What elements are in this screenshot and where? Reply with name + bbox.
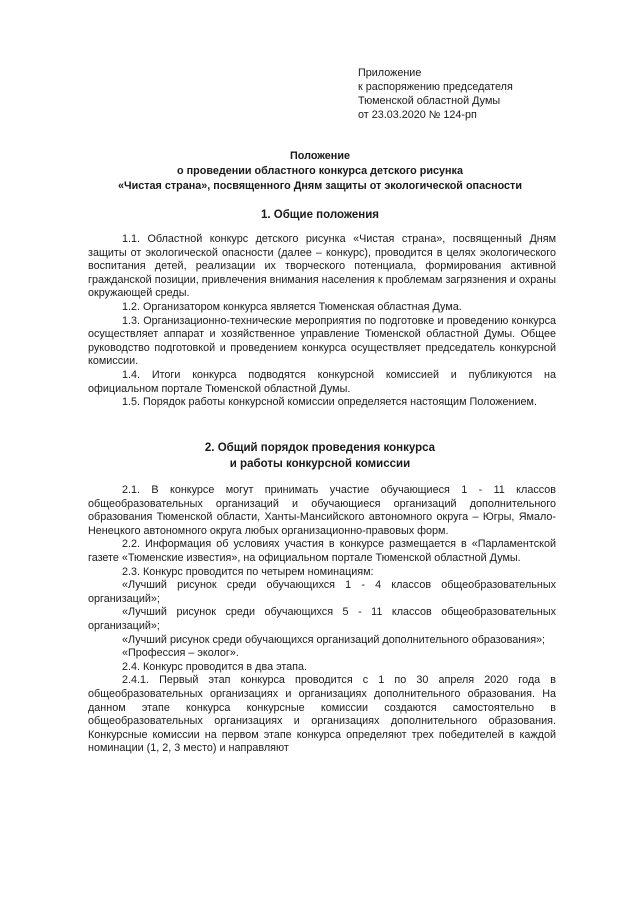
nomination-item: «Лучший рисунок среди обучающихся 1 - 4 классов общеобразовательных организаций»;	[88, 579, 556, 605]
title-line: Положение	[290, 150, 350, 162]
heading-line: 2. Общий порядок проведения конкурса	[204, 442, 436, 454]
heading-line: и работы конкурсной комиссии	[229, 458, 411, 470]
section-2-body	[88, 484, 556, 756]
appendix-line: Приложение	[358, 67, 422, 79]
nomination-item: «Лучший рисунок среди обучающихся 5 - 11 классов общеобразовательных организаций»;	[88, 606, 556, 632]
section-1-body	[88, 233, 556, 410]
section-2-heading	[60, 440, 580, 472]
paragraph: 1.2. Организатором конкурса является Тюменская областная Дума.	[122, 300, 462, 313]
section-1-heading: 1. Общие положения	[260, 209, 380, 221]
paragraph: 2.3. Конкурс проводится по четырем номинациям:	[122, 565, 374, 578]
paragraph: 2.2. Информация об условиях участия в конкурсе размещается в «Парламентской газете «Тюменские известия», на официальном портале Тюменской областной Думы.	[88, 538, 556, 564]
document-title	[60, 149, 580, 194]
paragraph: 2.1. В конкурсе могут принимать участие обучающиеся 1 - 11 классов общеобразовательных организаций и обучающиеся организаций дополнительного образования Тюменской области, Ханты-Мансийского автономного округа – Югры, Ямало-Ненецкого автономного округа любых организационно-правовых форм.	[88, 484, 556, 537]
paragraph: 1.3. Организационно-технические мероприятия по подготовке и проведению конкурса осуществляет аппарат и хозяйственное управление Тюменской областной Думы. Общее руководство подготовкой и проведением конкурса осуществляет председатель конкурсной комиссии.	[88, 314, 556, 368]
paragraph: 2.4. Конкурс проводится в два этапа.	[122, 660, 308, 673]
appendix-line: к распоряжению председателя	[358, 81, 513, 93]
paragraph: 1.4. Итоги конкурса подводятся конкурсной комиссией и публикуются на официальном портале Тюменской областной Думы.	[88, 368, 556, 395]
appendix-block	[358, 66, 628, 122]
title-line: о проведении областного конкурса детского рисунка	[177, 165, 463, 177]
appendix-line: от 23.03.2020 № 124-рп	[358, 109, 477, 121]
nomination-item: «Лучший рисунок среди обучающихся организаций дополнительного образования»;	[122, 633, 546, 646]
appendix-line: Тюменской областной Думы	[358, 95, 501, 107]
paragraph: 1.1. Областной конкурс детского рисунка «Чистая страна», посвященный Дням защиты от экологической опасности (далее – конкурс), проводится в целях экологического воспитания детей, реализации их творческого потенциала, формирования активной гражданской позиции, привлечения внимания населения к проблемам загрязнения и охраны окружающей среды.	[88, 233, 556, 300]
nomination-item: «Профессия – эколог».	[122, 647, 239, 660]
paragraph: 2.4.1. Первый этап конкурса проводится с 1 по 30 апреля 2020 года в общеобразовательных организациях и организациях дополнительного образования. На данном этапе конкурса конкурсные комиссии создаются самостоятельно в общеобразовательных организациях и организациях дополнительного образования. Конкурсные комиссии на первом этапе конкурса определяют трех победителей в каждой номинации (1, 2, 3 место) и направляют	[88, 674, 556, 755]
paragraph: 1.5. Порядок работы конкурсной комиссии определяется настоящим Положением.	[122, 396, 537, 409]
title-line: «Чистая страна», посвященного Дням защиты от экологической опасности	[118, 180, 522, 192]
